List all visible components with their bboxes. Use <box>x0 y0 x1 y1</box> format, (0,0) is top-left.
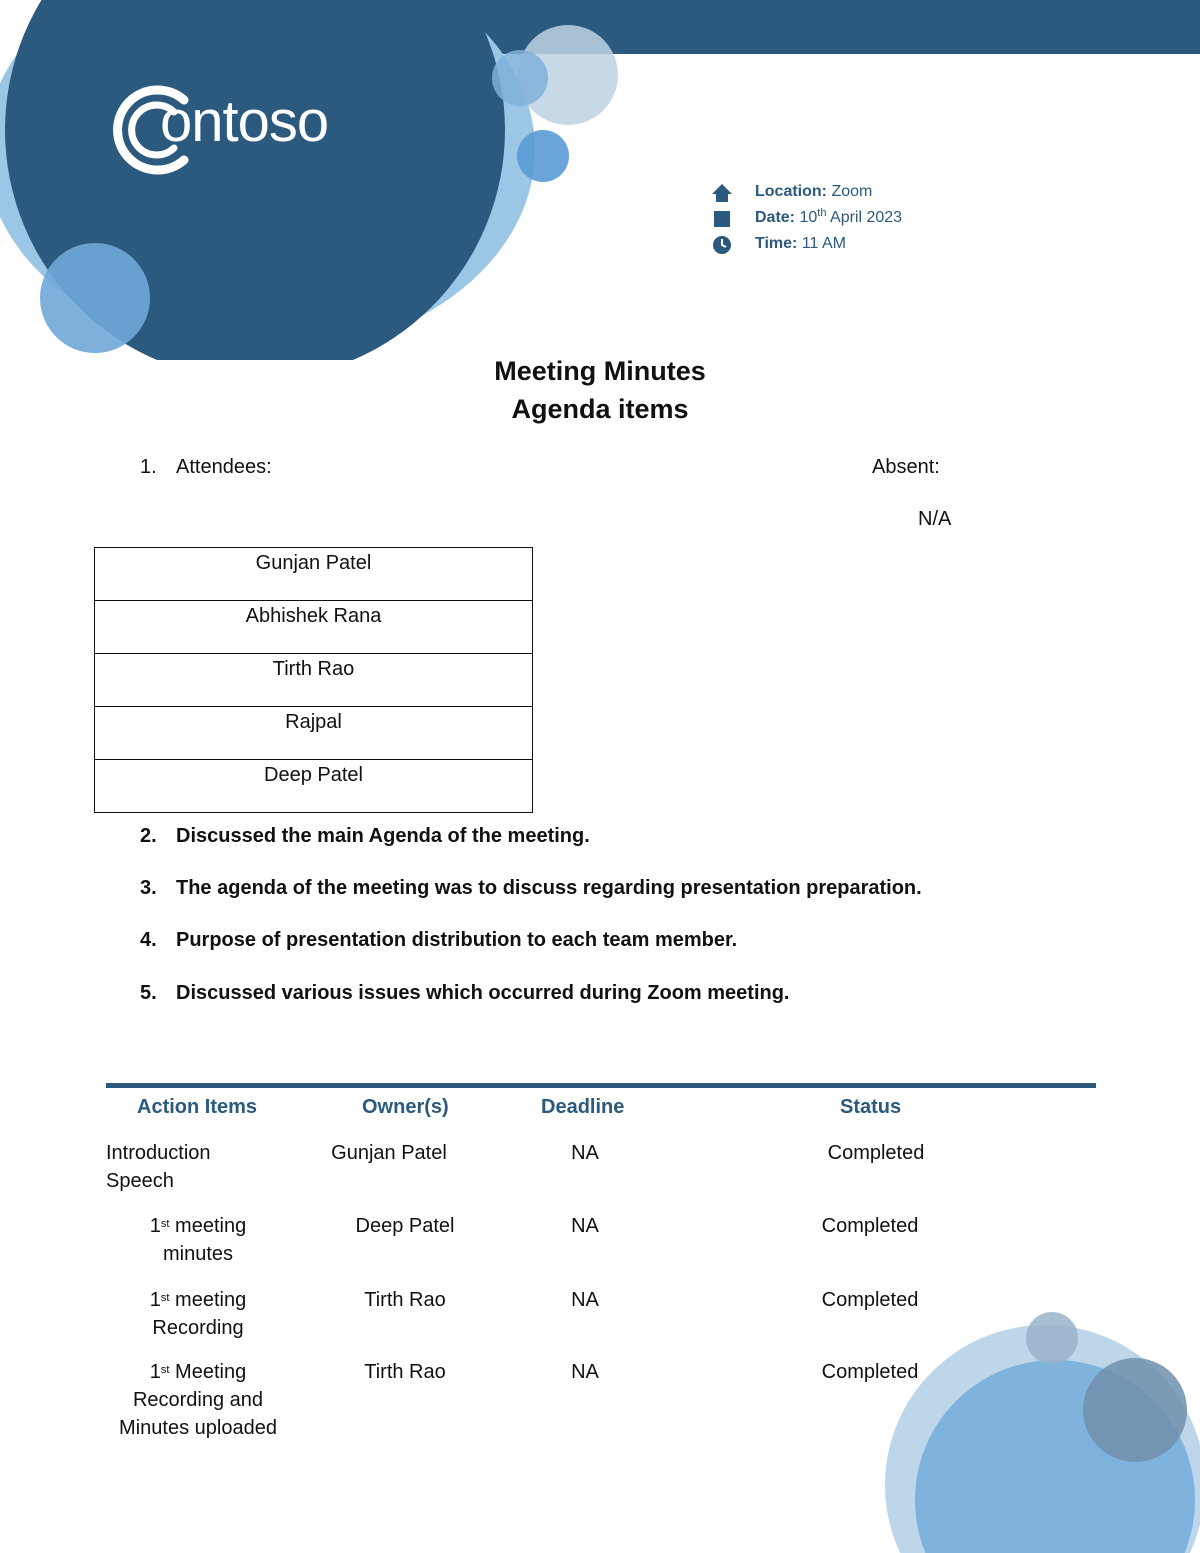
bubble-dark-grey <box>1083 1358 1187 1462</box>
owner-cell: Tirth Rao <box>364 1361 446 1383</box>
bubble-mid <box>517 130 569 182</box>
header-decoration <box>0 0 1200 360</box>
col-header-status: Status <box>840 1096 902 1118</box>
attendee-name: Tirth Rao <box>95 654 533 707</box>
deadline-cell: NA <box>571 1289 599 1311</box>
deadline-cell: NA <box>571 1215 599 1237</box>
bubble-blue-top <box>492 50 548 106</box>
attendee-name: Gunjan Patel <box>95 548 533 601</box>
table-row <box>95 707 533 760</box>
table-row <box>95 760 533 813</box>
action-item-cell: 1st meeting Recording <box>149 1289 247 1339</box>
attendees-table <box>94 547 533 813</box>
action-table-rule <box>106 1083 1096 1088</box>
col-header-action-items: Action Items <box>137 1096 258 1118</box>
bubble-small-grey <box>1026 1312 1078 1364</box>
owner-cell: Tirth Rao <box>364 1289 446 1311</box>
attendees-heading: 1. Attendees: <box>140 456 272 478</box>
deadline-cell: NA <box>571 1142 599 1164</box>
contoso-logo <box>112 82 372 178</box>
absent-label: Absent: <box>872 456 940 478</box>
action-item-cell: 1st Meeting Recording and Minutes uploaded <box>119 1361 277 1439</box>
status-cell: Completed <box>821 1215 919 1237</box>
action-item-cell: 1st meeting minutes <box>149 1215 247 1265</box>
status-cell: Completed <box>827 1142 925 1164</box>
agenda-item: 5. Discussed various issues which occurred during Zoom meeting. <box>140 982 790 1004</box>
attendee-name: Abhishek Rana <box>95 601 533 654</box>
status-cell: Completed <box>821 1361 919 1383</box>
calendar-icon <box>712 209 732 229</box>
attendee-name: Rajpal <box>95 707 533 760</box>
home-icon <box>712 183 732 203</box>
agenda-item: 4. Purpose of presentation distribution to each team member. <box>140 929 738 951</box>
absent-value: N/A <box>918 508 952 530</box>
table-row <box>95 548 533 601</box>
deadline-cell: NA <box>571 1361 599 1383</box>
col-header-owners: Owner(s) <box>362 1096 449 1118</box>
logo-text: ontoso <box>160 89 329 154</box>
attendee-name: Deep Patel <box>95 760 533 813</box>
status-cell: Completed <box>821 1289 919 1311</box>
page-subtitle: Agenda items <box>511 394 689 424</box>
action-item-cell: Introduction Speech <box>106 1142 211 1192</box>
owner-cell: Gunjan Patel <box>331 1142 447 1164</box>
owner-cell: Deep Patel <box>355 1215 455 1237</box>
agenda-item: 2. Discussed the main Agenda of the meeting. <box>140 825 590 847</box>
clock-icon <box>712 235 732 255</box>
table-row <box>95 601 533 654</box>
table-row <box>95 654 533 707</box>
footer-decoration <box>860 1300 1200 1553</box>
bubble-left <box>40 243 150 353</box>
page-title: Meeting Minutes <box>494 356 706 386</box>
agenda-item: 3. The agenda of the meeting was to discuss regarding presentation preparation. <box>140 877 922 899</box>
col-header-deadline: Deadline <box>541 1096 625 1118</box>
